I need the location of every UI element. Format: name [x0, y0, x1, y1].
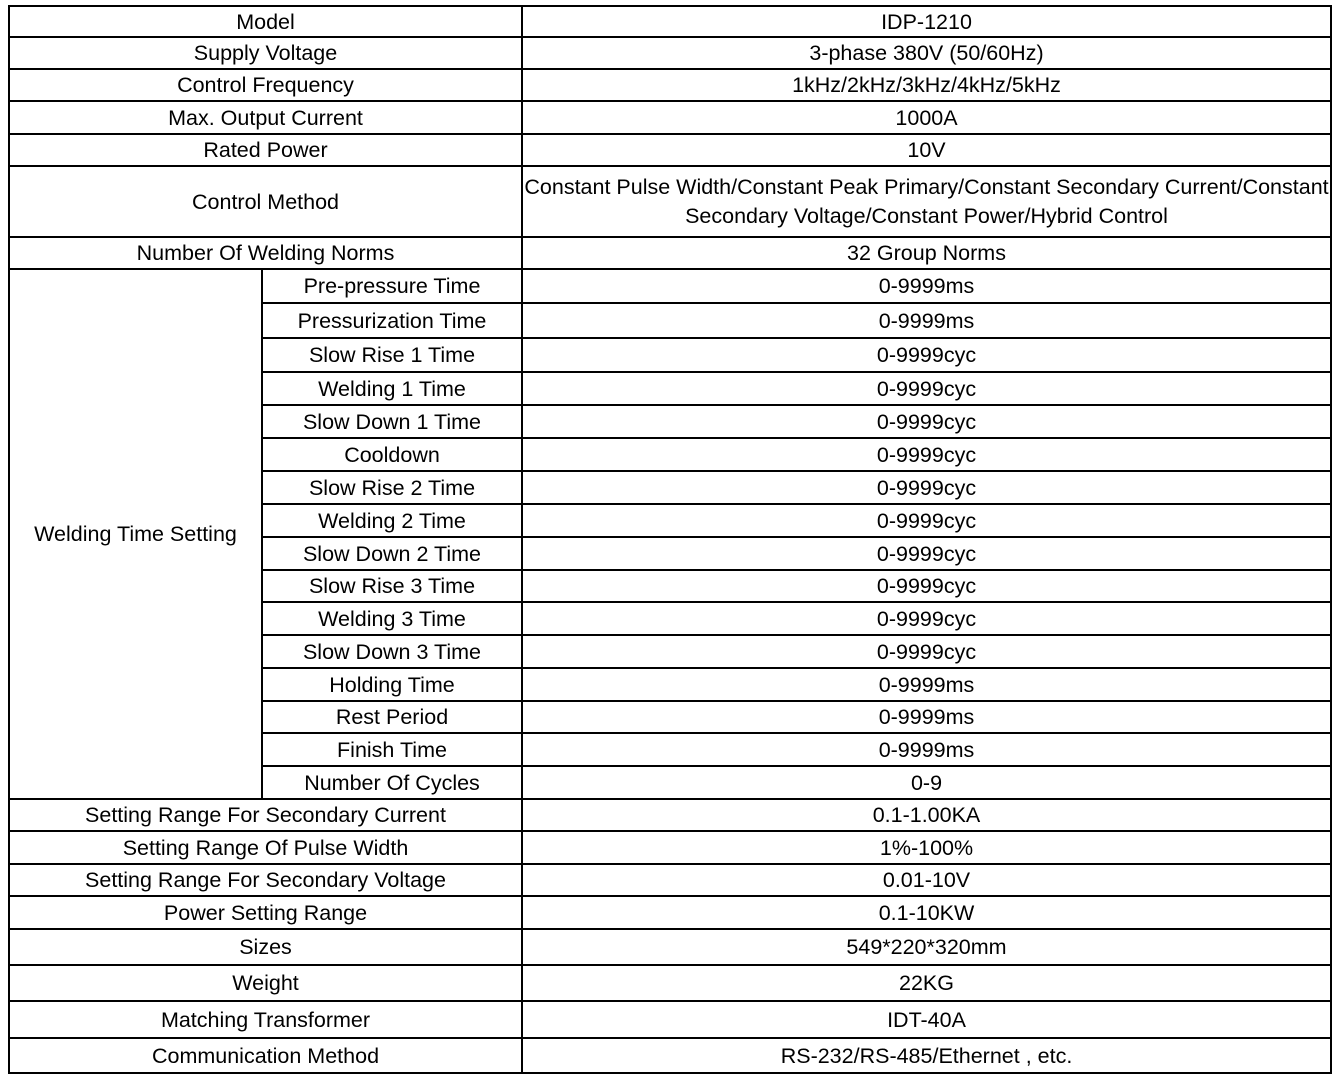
- spec-value: 0-9999ms: [522, 733, 1331, 766]
- spec-sub-label: Slow Rise 3 Time: [262, 570, 522, 602]
- spec-value: 0-9999cyc: [522, 570, 1331, 602]
- spec-row-sizes: [9, 929, 1331, 965]
- spec-value: 1%-100%: [522, 831, 1331, 864]
- spec-row-matching-transformer: [9, 1001, 1331, 1038]
- spec-label: Control Method: [9, 166, 522, 237]
- spec-row-setting-range-for-secondary-voltage: [9, 864, 1331, 896]
- spec-value: 0-9999cyc: [522, 602, 1331, 635]
- spec-value: 0-9999cyc: [522, 338, 1331, 372]
- spec-table-body: [9, 6, 1331, 1073]
- spec-sub-label: Finish Time: [262, 733, 522, 766]
- spec-label: Setting Range For Secondary Current: [9, 799, 522, 831]
- spec-value: 32 Group Norms: [522, 237, 1331, 269]
- spec-value: 0-9999ms: [522, 668, 1331, 701]
- spec-row-control-method: [9, 166, 1331, 237]
- spec-value: 0-9999ms: [522, 269, 1331, 303]
- spec-value: 3-phase 380V (50/60Hz): [522, 37, 1331, 69]
- spec-label: Rated Power: [9, 134, 522, 166]
- spec-sub-label: Pressurization Time: [262, 303, 522, 338]
- spec-value: Constant Pulse Width/Constant Peak Primary/Constant Secondary Current/Constant Secondary Voltage/Constant Power/Hybrid Control: [522, 166, 1331, 237]
- spec-label: Max. Output Current: [9, 101, 522, 134]
- spec-sub-label: Slow Down 3 Time: [262, 635, 522, 668]
- spec-value: 0-9999ms: [522, 701, 1331, 733]
- spec-label: Weight: [9, 965, 522, 1001]
- spec-label: Setting Range Of Pulse Width: [9, 831, 522, 864]
- spec-sub-label: Welding 2 Time: [262, 504, 522, 537]
- spec-sub-label: Welding 3 Time: [262, 602, 522, 635]
- spec-value: 0-9999cyc: [522, 635, 1331, 668]
- spec-label: Sizes: [9, 929, 522, 965]
- spec-row-setting-range-for-secondary-current: [9, 799, 1331, 831]
- spec-label: Control Frequency: [9, 69, 522, 101]
- spec-value: 0-9: [522, 766, 1331, 799]
- spec-row-model: [9, 6, 1331, 37]
- spec-value: 0-9999cyc: [522, 438, 1331, 471]
- spec-sub-label: Number Of Cycles: [262, 766, 522, 799]
- spec-sub-label: Slow Rise 1 Time: [262, 338, 522, 372]
- spec-value: 0-9999ms: [522, 303, 1331, 338]
- spec-row-power-setting-range: [9, 896, 1331, 929]
- spec-row-rated-power: [9, 134, 1331, 166]
- spec-label: Supply Voltage: [9, 37, 522, 69]
- spec-value: 0.01-10V: [522, 864, 1331, 896]
- spec-value: IDP-1210: [522, 6, 1331, 37]
- spec-value: 0-9999cyc: [522, 504, 1331, 537]
- spec-sub-label: Cooldown: [262, 438, 522, 471]
- spec-group-label: Welding Time Setting: [9, 269, 262, 799]
- spec-value: 0-9999cyc: [522, 372, 1331, 405]
- spec-sub-label: Pre-pressure Time: [262, 269, 522, 303]
- spec-value: 0-9999cyc: [522, 537, 1331, 570]
- spec-value: 0.1-10KW: [522, 896, 1331, 929]
- spec-row-number-of-welding-norms: [9, 237, 1331, 269]
- spec-value: 1kHz/2kHz/3kHz/4kHz/5kHz: [522, 69, 1331, 101]
- spec-row-communication-method: [9, 1038, 1331, 1073]
- spec-row-supply-voltage: [9, 37, 1331, 69]
- spec-value: 1000A: [522, 101, 1331, 134]
- spec-value: 10V: [522, 134, 1331, 166]
- spec-value: 22KG: [522, 965, 1331, 1001]
- spec-row-setting-range-of-pulse-width: [9, 831, 1331, 864]
- spec-label: Matching Transformer: [9, 1001, 522, 1038]
- spec-table: [8, 5, 1332, 1074]
- spec-row-control-frequency: [9, 69, 1331, 101]
- spec-label: Power Setting Range: [9, 896, 522, 929]
- spec-row-max-output-current: [9, 101, 1331, 134]
- spec-value: 0.1-1.00KA: [522, 799, 1331, 831]
- spec-label: Number Of Welding Norms: [9, 237, 522, 269]
- spec-sub-label: Holding Time: [262, 668, 522, 701]
- spec-row-weight: [9, 965, 1331, 1001]
- spec-sub-label: Welding 1 Time: [262, 372, 522, 405]
- spec-sub-label: Rest Period: [262, 701, 522, 733]
- spec-value: RS-232/RS-485/Ethernet , etc.: [522, 1038, 1331, 1073]
- spec-sub-label: Slow Rise 2 Time: [262, 471, 522, 504]
- spec-value: IDT-40A: [522, 1001, 1331, 1038]
- spec-value: 549*220*320mm: [522, 929, 1331, 965]
- spec-value: 0-9999cyc: [522, 405, 1331, 438]
- spec-label: Setting Range For Secondary Voltage: [9, 864, 522, 896]
- spec-label: Communication Method: [9, 1038, 522, 1073]
- spec-value: 0-9999cyc: [522, 471, 1331, 504]
- spec-sub-label: Slow Down 2 Time: [262, 537, 522, 570]
- spec-label: Model: [9, 6, 522, 37]
- spec-row-pre-pressure-time: [9, 269, 1331, 303]
- spec-sub-label: Slow Down 1 Time: [262, 405, 522, 438]
